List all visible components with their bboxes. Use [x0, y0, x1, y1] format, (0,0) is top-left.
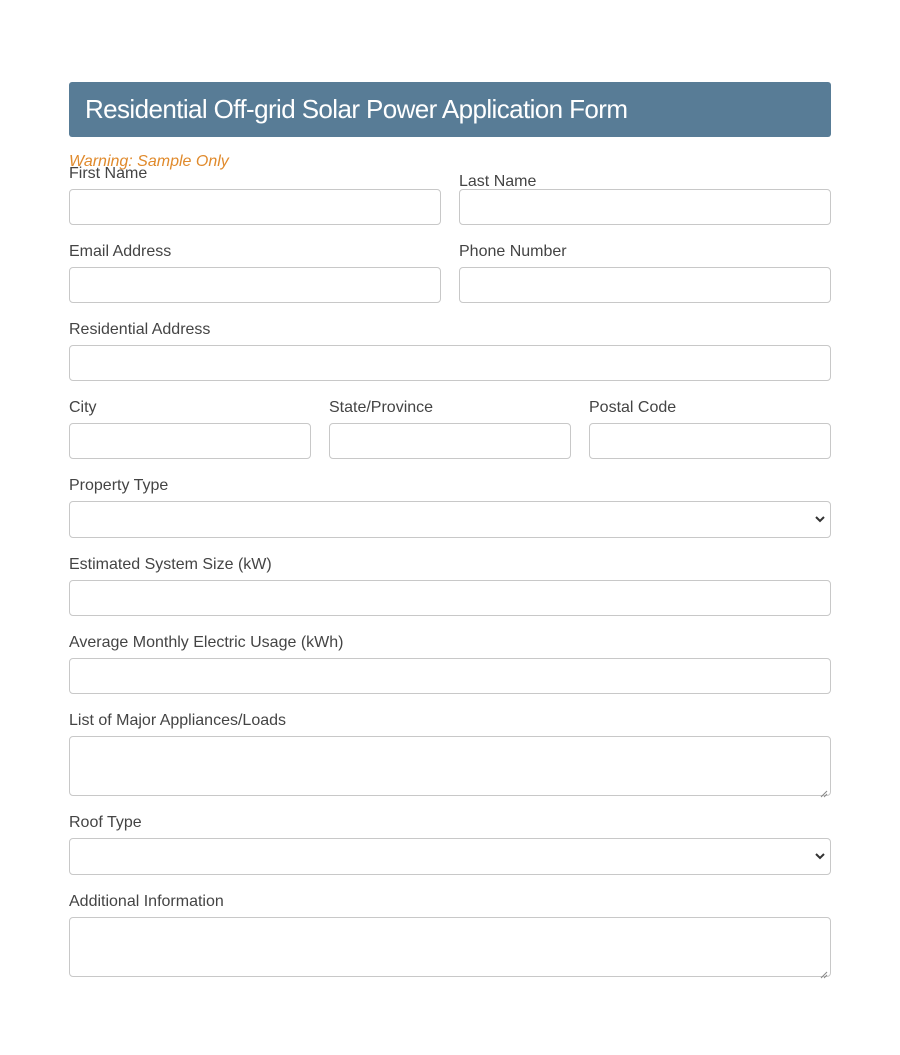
phone-label: Phone Number [459, 243, 567, 260]
system-size-group [69, 556, 831, 616]
resize-handle-icon[interactable] [820, 785, 828, 793]
application-form [69, 82, 831, 987]
warning-text: Warning: Sample Only [69, 153, 229, 170]
form-header [69, 82, 831, 137]
last-name-input[interactable] [459, 189, 831, 225]
property-type-label: Property Type [69, 477, 169, 494]
additional-info-textarea[interactable] [69, 917, 831, 977]
city-label: City [69, 399, 97, 416]
additional-info-group [69, 893, 831, 977]
property-type-select[interactable] [69, 501, 831, 538]
monthly-usage-input[interactable] [69, 658, 831, 694]
last-name-label: Last Name [459, 173, 537, 190]
roof-type-group [69, 814, 831, 875]
address-group [69, 321, 831, 381]
address-input[interactable] [69, 345, 831, 381]
property-type-group [69, 477, 831, 538]
postal-label: Postal Code [589, 399, 677, 416]
chevron-down-icon [814, 850, 826, 862]
phone-group [459, 243, 831, 303]
phone-input[interactable] [459, 267, 831, 303]
state-input[interactable] [329, 423, 571, 459]
roof-type-label: Roof Type [69, 814, 142, 831]
state-label: State/Province [329, 399, 434, 416]
monthly-usage-group [69, 634, 831, 694]
state-group [329, 399, 571, 459]
monthly-usage-label: Average Monthly Electric Usage (kWh) [69, 634, 344, 651]
system-size-input[interactable] [69, 580, 831, 616]
form-title: Residential Off-grid Solar Power Application Form [85, 94, 628, 124]
email-label: Email Address [69, 243, 172, 260]
appliances-textarea[interactable] [69, 736, 831, 796]
postal-group [589, 399, 831, 459]
last-name-group [459, 165, 831, 225]
address-label: Residential Address [69, 321, 211, 338]
appliances-group [69, 712, 831, 796]
email-input[interactable] [69, 267, 441, 303]
additional-info-label: Additional Information [69, 893, 224, 910]
first-name-input[interactable] [69, 189, 441, 225]
city-group [69, 399, 311, 459]
first-name-label: First Name [69, 165, 148, 182]
appliances-label: List of Major Appliances/Loads [69, 712, 287, 729]
resize-handle-icon[interactable] [820, 966, 828, 974]
system-size-label: Estimated System Size (kW) [69, 556, 272, 573]
roof-type-select[interactable] [69, 838, 831, 875]
email-group [69, 243, 441, 303]
first-name-group [69, 165, 441, 225]
city-input[interactable] [69, 423, 311, 459]
postal-input[interactable] [589, 423, 831, 459]
chevron-down-icon [814, 513, 826, 525]
